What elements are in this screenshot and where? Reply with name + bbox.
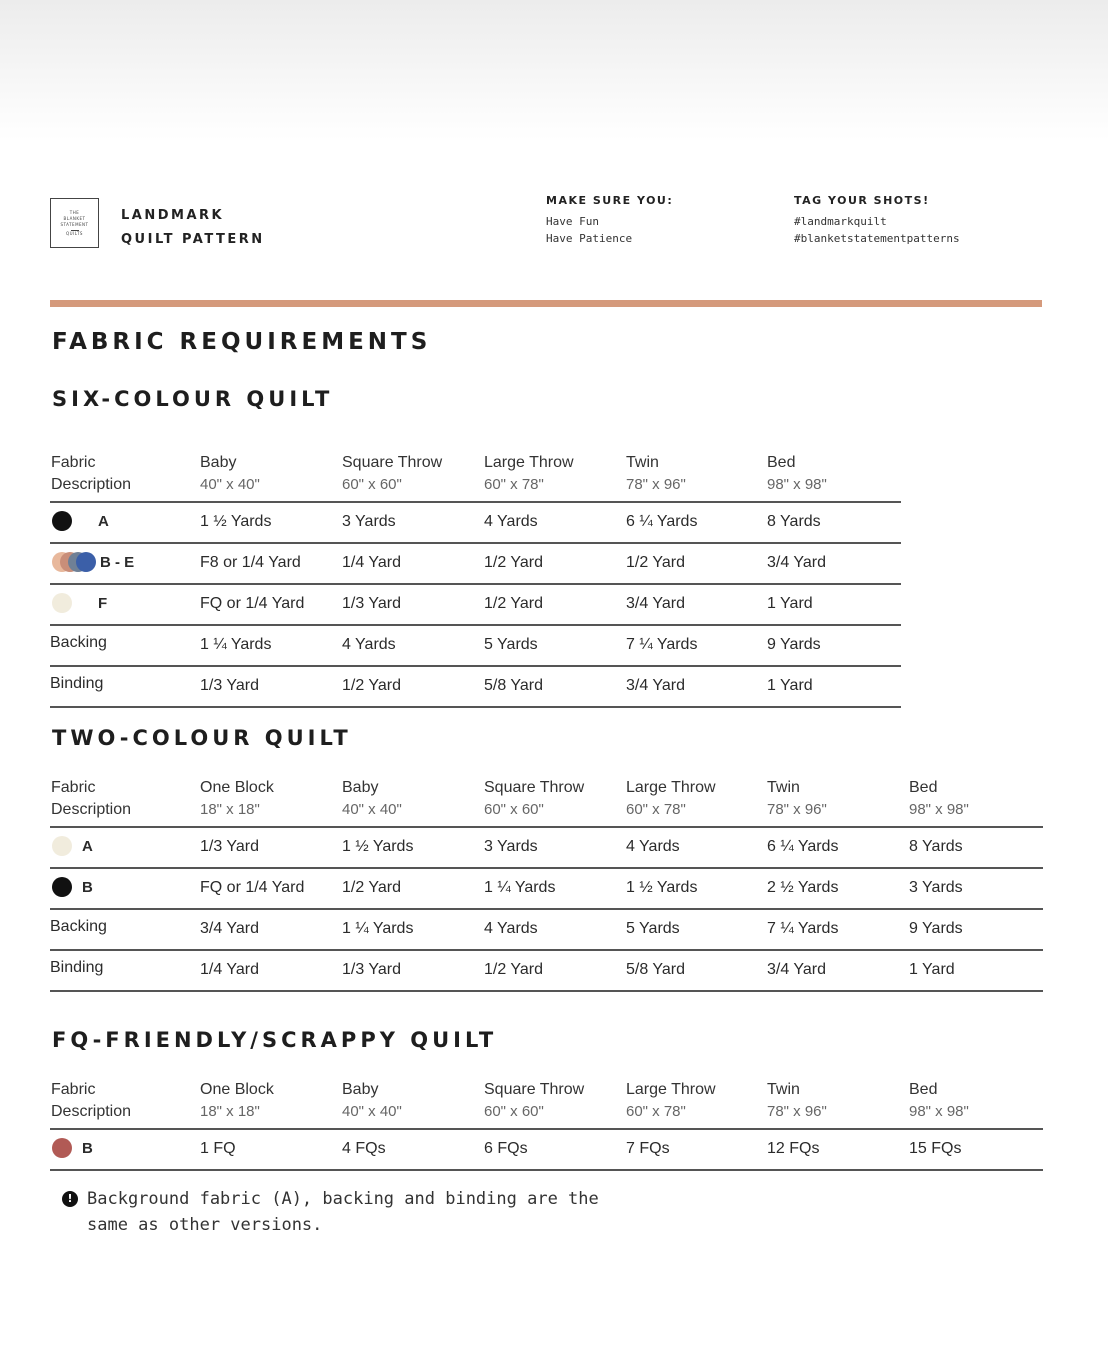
row-label-text: Backing [50, 918, 107, 935]
quantity-cell: 8 Yards [767, 513, 821, 530]
quantity-cell: 1/2 Yard [342, 879, 402, 896]
quantity-cell: 1/3 Yard [342, 961, 402, 978]
table-row [50, 585, 901, 626]
top-shade [0, 0, 1108, 140]
row-label-text: Binding [50, 675, 104, 692]
size-label: Baby [200, 454, 237, 471]
quantity-cell: 4 Yards [626, 838, 680, 855]
row-label-text: B - E [100, 553, 135, 571]
header-size [626, 1079, 716, 1123]
size-label: Twin [767, 1081, 800, 1098]
fq-friendly-heading: FQ-FRIENDLY/SCRAPPY QUILT [52, 1028, 498, 1052]
table-row [50, 544, 901, 585]
quantity-cell: 1 FQ [200, 1140, 236, 1157]
fabric-swatch-icon [52, 836, 72, 856]
quantity-cell: F8 or 1/4 Yard [200, 554, 301, 571]
row-label-text: B [82, 878, 93, 896]
size-dimensions: 98" x 98" [909, 801, 969, 818]
size-label: Large Throw [484, 454, 574, 471]
header-size [342, 777, 402, 821]
header-size [767, 777, 827, 821]
header-label: Description [51, 801, 132, 818]
quantity-cell: 5 Yards [484, 636, 538, 653]
tag-heading: TAG YOUR SHOTS! [794, 194, 930, 207]
size-dimensions: 98" x 98" [767, 476, 827, 493]
quantity-cell: 3/4 Yard [626, 677, 686, 694]
quantity-cell: 3/4 Yard [767, 961, 827, 978]
quantity-cell: 4 Yards [484, 513, 538, 530]
quantity-cell: 1/3 Yard [200, 838, 260, 855]
table-row [50, 503, 901, 544]
header-size [626, 452, 686, 496]
size-label: Large Throw [626, 779, 716, 796]
table-row [50, 910, 1043, 951]
size-label: Square Throw [342, 454, 443, 471]
header-size [342, 1079, 402, 1123]
size-label: Bed [767, 454, 796, 471]
header-label: Description [51, 1103, 132, 1120]
header-size [484, 452, 574, 496]
header-label: Fabric [51, 779, 96, 796]
table-row [50, 951, 1043, 992]
size-dimensions: 60" x 60" [342, 476, 402, 493]
size-label: Baby [342, 779, 379, 796]
table-header [50, 773, 1043, 828]
table-row [50, 667, 901, 708]
header-size [626, 777, 716, 821]
header-label: Fabric [51, 454, 96, 471]
fabric-swatch-icon [52, 877, 72, 897]
two-colour-table [50, 773, 1043, 992]
row-label [50, 918, 107, 936]
make-sure-block [546, 194, 673, 247]
quantity-cell: 1/2 Yard [626, 554, 686, 571]
quantity-cell: 6 FQs [484, 1140, 528, 1157]
brand-logo [50, 198, 99, 248]
header-size [767, 1079, 827, 1123]
row-label [50, 959, 103, 977]
quantity-cell: 15 FQs [909, 1140, 962, 1157]
quantity-cell: 5/8 Yard [484, 677, 544, 694]
quantity-cell: FQ or 1/4 Yard [200, 879, 305, 896]
size-dimensions: 60" x 78" [484, 476, 544, 493]
quantity-cell: 1/2 Yard [484, 554, 544, 571]
quantity-cell: 1/2 Yard [342, 677, 402, 694]
logo-line: THE [69, 209, 80, 215]
size-dimensions: 78" x 96" [767, 1103, 827, 1120]
info-icon: ! [62, 1191, 78, 1207]
header-label: Description [51, 476, 132, 493]
header-size [484, 1079, 584, 1123]
quantity-cell: 3 Yards [909, 879, 963, 896]
table-row [50, 1130, 1043, 1171]
quantity-cell: 2 ½ Yards [767, 879, 839, 896]
header-label: Fabric [51, 1081, 96, 1098]
size-dimensions: 78" x 96" [767, 801, 827, 818]
size-dimensions: 60" x 78" [626, 1103, 686, 1120]
quantity-cell: 4 Yards [484, 920, 538, 937]
quantity-cell: 7 ¼ Yards [626, 636, 698, 653]
size-dimensions: 98" x 98" [909, 1103, 969, 1120]
table-header [50, 1075, 1043, 1130]
logo-line: BLANKET [63, 215, 86, 221]
row-label [50, 634, 107, 652]
quantity-cell: 1 ½ Yards [342, 838, 414, 855]
quantity-cell: 4 Yards [342, 636, 396, 653]
quantity-cell: 7 ¼ Yards [767, 920, 839, 937]
size-dimensions: 40" x 40" [342, 1103, 402, 1120]
header-size [484, 777, 584, 821]
row-label [52, 552, 134, 572]
logo-line: QUILTS [66, 230, 83, 236]
two-colour-heading: TWO-COLOUR QUILT [52, 726, 352, 750]
size-dimensions: 18" x 18" [200, 801, 260, 818]
page-title: FABRIC REQUIREMENTS [52, 329, 432, 355]
quantity-cell: 1 Yard [767, 595, 813, 612]
table-row [50, 869, 1043, 910]
quantity-cell: 1 ¼ Yards [484, 879, 556, 896]
size-dimensions: 40" x 40" [200, 476, 260, 493]
header-fabric-description [51, 452, 131, 496]
header-size [200, 1079, 274, 1123]
quantity-cell: 4 FQs [342, 1140, 386, 1157]
tag-shots-block [794, 194, 960, 247]
size-label: Twin [626, 454, 659, 471]
footnote [62, 1186, 607, 1238]
quantity-cell: 1 ¼ Yards [342, 920, 414, 937]
size-label: Large Throw [626, 1081, 716, 1098]
size-label: Bed [909, 1081, 938, 1098]
size-dimensions: 18" x 18" [200, 1103, 260, 1120]
accent-divider [50, 300, 1042, 307]
logo-line: STATEMENT [60, 221, 89, 227]
header-fabric-description [51, 777, 131, 821]
table-header [50, 448, 901, 503]
quantity-cell: 6 ¼ Yards [767, 838, 839, 855]
quantity-cell: 3/4 Yard [626, 595, 686, 612]
size-label: Bed [909, 779, 938, 796]
header-size [200, 452, 260, 496]
header-size [909, 1079, 969, 1123]
row-label-text: A [98, 512, 109, 530]
quantity-cell: 1/4 Yard [200, 961, 260, 978]
row-label [52, 1138, 93, 1158]
quantity-cell: 5 Yards [626, 920, 680, 937]
size-label: Twin [767, 779, 800, 796]
quantity-cell: 12 FQs [767, 1140, 820, 1157]
quantity-cell: 6 ¼ Yards [626, 513, 698, 530]
quantity-cell: 1/3 Yard [342, 595, 402, 612]
hashtag: #landmarkquilt [794, 215, 887, 228]
size-label: Square Throw [484, 779, 585, 796]
quantity-cell: 1/2 Yard [484, 961, 544, 978]
hashtag: #blanketstatementpatterns [794, 232, 960, 245]
header-fabric-description [51, 1079, 131, 1123]
row-label [52, 511, 109, 531]
row-label-text: A [82, 837, 93, 855]
size-label: Baby [342, 1081, 379, 1098]
quantity-cell: 1/2 Yard [484, 595, 544, 612]
pattern-title-line1: LANDMARK [121, 208, 225, 223]
header-size [342, 452, 442, 496]
pattern-title-line2: QUILT PATTERN [121, 232, 265, 247]
row-label [52, 836, 93, 856]
quantity-cell: 3 Yards [484, 838, 538, 855]
six-colour-heading: SIX-COLOUR QUILT [52, 387, 334, 411]
size-dimensions: 40" x 40" [342, 801, 402, 818]
size-label: One Block [200, 779, 274, 796]
fabric-swatch-group [52, 552, 98, 572]
row-label [50, 675, 103, 693]
quantity-cell: 9 Yards [909, 920, 963, 937]
row-label-text: Backing [50, 634, 107, 651]
quantity-cell: 1 Yard [909, 961, 955, 978]
fabric-swatch-icon [52, 1138, 72, 1158]
row-label-text: Binding [50, 959, 104, 976]
quantity-cell: 3/4 Yard [767, 554, 827, 571]
row-label-text: B [82, 1139, 93, 1157]
row-label [52, 593, 107, 613]
quantity-cell: 1 ½ Yards [626, 879, 698, 896]
quantity-cell: 5/8 Yard [626, 961, 686, 978]
quantity-cell: 1 ¼ Yards [200, 636, 272, 653]
make-sure-heading: MAKE SURE YOU: [546, 194, 674, 207]
size-label: Square Throw [484, 1081, 585, 1098]
quantity-cell: 8 Yards [909, 838, 963, 855]
quantity-cell: 3 Yards [342, 513, 396, 530]
make-sure-line: Have Patience [546, 232, 633, 245]
quantity-cell: 7 FQs [626, 1140, 670, 1157]
header-size [767, 452, 827, 496]
six-colour-table [50, 448, 901, 708]
size-dimensions: 78" x 96" [626, 476, 686, 493]
pattern-title [121, 204, 265, 252]
fabric-swatch-icon [52, 511, 72, 531]
quantity-cell: 3/4 Yard [200, 920, 260, 937]
header-size [200, 777, 274, 821]
header-size [909, 777, 969, 821]
fabric-swatch-icon [52, 593, 72, 613]
fq-friendly-table [50, 1075, 1043, 1171]
footnote-text: Background fabric (A), backing and binding are the same as other versions. [87, 1189, 599, 1235]
table-row [50, 626, 901, 667]
quantity-cell: FQ or 1/4 Yard [200, 595, 305, 612]
quantity-cell: 1 Yard [767, 677, 813, 694]
row-label-text: F [98, 594, 108, 612]
table-row [50, 828, 1043, 869]
size-label: One Block [200, 1081, 274, 1098]
fabric-swatch-icon [76, 552, 96, 572]
row-label [52, 877, 93, 897]
quantity-cell: 1/3 Yard [200, 677, 260, 694]
quantity-cell: 9 Yards [767, 636, 821, 653]
size-dimensions: 60" x 60" [484, 1103, 544, 1120]
quantity-cell: 1 ½ Yards [200, 513, 272, 530]
quantity-cell: 1/4 Yard [342, 554, 402, 571]
size-dimensions: 60" x 60" [484, 801, 544, 818]
make-sure-line: Have Fun [546, 215, 599, 228]
size-dimensions: 60" x 78" [626, 801, 686, 818]
